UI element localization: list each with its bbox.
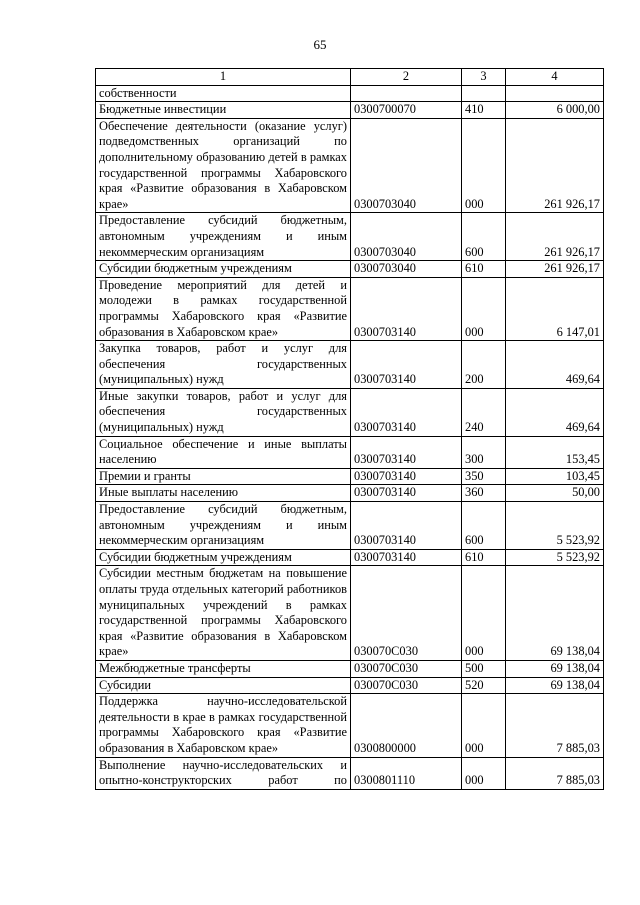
row-sum: 261 926,17 (506, 261, 604, 278)
table-row (96, 388, 604, 436)
row-sum: 50,00 (506, 485, 604, 502)
row-code: 0300703040 (351, 118, 462, 213)
row-sum: 7 885,03 (506, 694, 604, 757)
row-vr: 000 (462, 277, 506, 340)
row-code: 0300703140 (351, 502, 462, 550)
table-row (96, 468, 604, 485)
table-row (96, 213, 604, 261)
row-vr (462, 85, 506, 102)
row-code: 0300703140 (351, 277, 462, 340)
row-vr: 200 (462, 341, 506, 389)
row-vr: 600 (462, 213, 506, 261)
row-sum: 69 138,04 (506, 677, 604, 694)
row-vr: 520 (462, 677, 506, 694)
row-name: Иные закупки товаров, работ и услуг для обеспечения государственных (муниципальных) нужд (96, 388, 351, 436)
row-name: Выполнение научно-исследовательских и опытно-конструкторских работ по (96, 757, 351, 789)
row-sum: 261 926,17 (506, 213, 604, 261)
row-vr: 000 (462, 118, 506, 213)
row-name: Социальное обеспечение и иные выплаты населению (96, 436, 351, 468)
row-vr: 600 (462, 502, 506, 550)
table-row (96, 85, 604, 102)
row-code: 0300703140 (351, 485, 462, 502)
row-code: 030070С030 (351, 660, 462, 677)
row-sum: 7 885,03 (506, 757, 604, 789)
row-vr: 000 (462, 566, 506, 661)
row-vr: 610 (462, 549, 506, 566)
page-number: 65 (313, 37, 327, 52)
row-sum: 103,45 (506, 468, 604, 485)
row-name: Закупка товаров, работ и услуг для обеспечения государственных (муниципальных) нужд (96, 341, 351, 389)
row-code: 0300801110 (351, 757, 462, 789)
row-vr: 300 (462, 436, 506, 468)
row-code: 0300703140 (351, 549, 462, 566)
table-row (96, 277, 604, 340)
row-sum (506, 85, 604, 102)
row-sum: 469,64 (506, 388, 604, 436)
row-vr: 000 (462, 694, 506, 757)
row-vr: 500 (462, 660, 506, 677)
row-name: собственности (96, 85, 351, 102)
row-sum: 153,45 (506, 436, 604, 468)
row-name: Предоставление субсидий бюджетным, автономным учреждениям и иным некоммерческим организациям (96, 502, 351, 550)
header-col-3: 3 (462, 69, 506, 86)
row-code: 0300703140 (351, 341, 462, 389)
row-name: Проведение мероприятий для детей и молодежи в рамках государственной программы Хабаровского края «Развитие образования в Хабаровском крае» (96, 277, 351, 340)
row-sum: 261 926,17 (506, 118, 604, 213)
header-col-1: 1 (96, 69, 351, 86)
row-name: Субсидии бюджетным учреждениям (96, 549, 351, 566)
table-row (96, 485, 604, 502)
row-code: 0300800000 (351, 694, 462, 757)
row-code: 0300703140 (351, 388, 462, 436)
table-row (96, 436, 604, 468)
table-header-row (96, 69, 604, 86)
row-name: Предоставление субсидий бюджетным, автономным учреждениям и иным некоммерческим организациям (96, 213, 351, 261)
row-name: Субсидии бюджетным учреждениям (96, 261, 351, 278)
row-sum: 469,64 (506, 341, 604, 389)
row-code: 030070С030 (351, 566, 462, 661)
row-code: 0300703040 (351, 213, 462, 261)
row-name: Поддержка научно-исследовательской деятельности в крае в рамках государственной программы Хабаровского края «Развитие образования в Хабаровском крае» (96, 694, 351, 757)
row-vr: 410 (462, 102, 506, 119)
row-vr: 350 (462, 468, 506, 485)
row-sum: 6 147,01 (506, 277, 604, 340)
row-code: 0300700070 (351, 102, 462, 119)
table-row (96, 102, 604, 119)
row-name: Межбюджетные трансферты (96, 660, 351, 677)
table-row (96, 694, 604, 757)
row-code: 030070С030 (351, 677, 462, 694)
row-name: Иные выплаты населению (96, 485, 351, 502)
row-vr: 000 (462, 757, 506, 789)
table-row (96, 341, 604, 389)
table-row (96, 549, 604, 566)
row-code: 0300703140 (351, 468, 462, 485)
row-name: Бюджетные инвестиции (96, 102, 351, 119)
row-name: Обеспечение деятельности (оказание услуг) подведомственных организаций по дополнительному образованию детей в рамках государственной программы Хабаровского края «Развитие образования в Хабаровском крае» (96, 118, 351, 213)
row-sum: 5 523,92 (506, 502, 604, 550)
table-row (96, 757, 604, 789)
row-sum: 69 138,04 (506, 660, 604, 677)
row-code (351, 85, 462, 102)
table-row (96, 677, 604, 694)
row-name: Субсидии (96, 677, 351, 694)
table-row (96, 660, 604, 677)
header-col-4: 4 (506, 69, 604, 86)
row-vr: 360 (462, 485, 506, 502)
budget-table (95, 68, 604, 790)
row-sum: 5 523,92 (506, 549, 604, 566)
row-sum: 69 138,04 (506, 566, 604, 661)
row-vr: 610 (462, 261, 506, 278)
row-name: Субсидии местным бюджетам на повышение оплаты труда отдельных категорий работников муниципальных учреждений в рамках государственной программы Хабаровского края «Развитие образования в Хабаровском крае» (96, 566, 351, 661)
table-row (96, 566, 604, 661)
table-row (96, 502, 604, 550)
row-sum: 6 000,00 (506, 102, 604, 119)
header-col-2: 2 (351, 69, 462, 86)
row-name: Премии и гранты (96, 468, 351, 485)
table-row (96, 118, 604, 213)
row-code: 0300703040 (351, 261, 462, 278)
row-code: 0300703140 (351, 436, 462, 468)
table-row (96, 261, 604, 278)
row-vr: 240 (462, 388, 506, 436)
